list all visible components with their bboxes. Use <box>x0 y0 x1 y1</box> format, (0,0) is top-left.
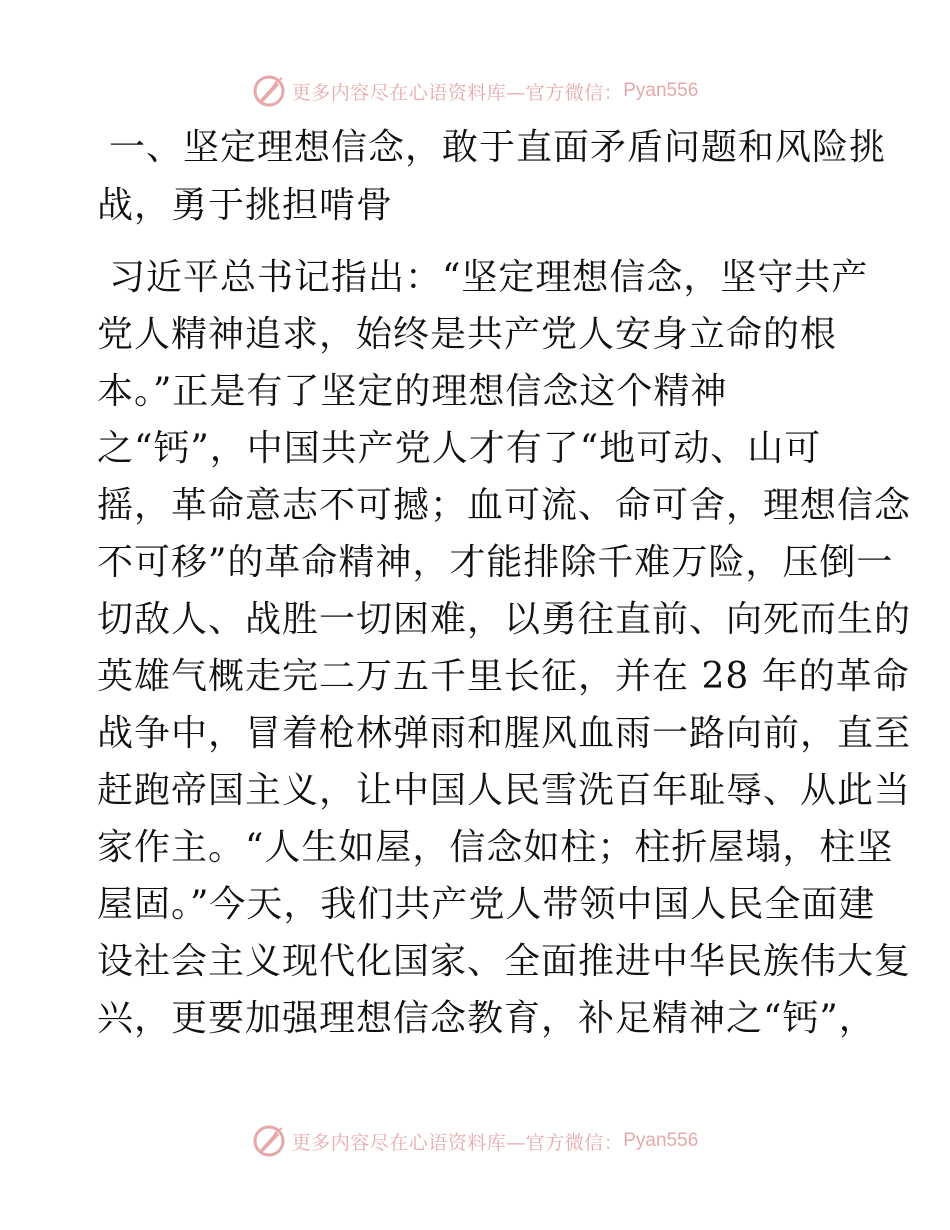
paragraph-line: 之“钙”，中国共产党人才有了“地可动、山可 <box>97 428 822 469</box>
watermark-wechat-id: Pyan556 <box>623 1130 699 1151</box>
paragraph-line: 赶跑帝国主义，让中国人民雪洗百年耻辱、从此当 <box>97 770 912 811</box>
quill-logo-icon <box>252 74 286 108</box>
paragraph-line: 摇，革命意志不可撼；血可流、命可舍，理想信念 <box>97 485 912 526</box>
paragraph-line: 切敌人、战胜一切困难，以勇往直前、向死而生的 <box>97 599 912 640</box>
heading-line: 战，勇于挑担啃骨 <box>97 185 394 226</box>
paragraph-line: 设社会主义现代化国家、全面推进中华民族伟大复 <box>97 941 912 982</box>
quill-logo-icon <box>252 1124 286 1158</box>
paragraph-line: 不可移”的革命精神，才能排除千难万险，压倒一 <box>97 542 894 583</box>
watermark-wechat-id: Pyan556 <box>623 80 699 101</box>
paragraph-line: 兴，更要加强理想信念教育，补足精神之“钙”， <box>97 998 876 1039</box>
watermark-text: 更多内容尽在心语资料库—官方微信： <box>291 1131 624 1154</box>
heading-line: 一、坚定理想信念，敢于直面矛盾问题和风险挑 <box>109 127 887 168</box>
paragraph-line: 党人精神追求，始终是共产党人安身立命的根 <box>97 314 838 355</box>
header-watermark <box>0 71 950 111</box>
paragraph-line: 本。”正是有了坚定的理想信念这个精神 <box>97 371 728 412</box>
paragraph-line: 屋固。”今天，我们共产党人带领中国人民全面建 <box>97 884 876 925</box>
paragraph-line: 家作主。“人生如屋，信念如柱；柱折屋塌，柱坚 <box>97 827 894 868</box>
paragraph-line: 习近平总书记指出：“坚定理想信念，坚守共产 <box>109 257 869 298</box>
paragraph-line: 英雄气概走完二万五千里长征，并在 28 年的革命 <box>97 656 910 697</box>
paragraph-line: 战争中，冒着枪林弹雨和腥风血雨一路向前，直至 <box>97 713 912 754</box>
watermark-text: 更多内容尽在心语资料库—官方微信： <box>291 81 624 104</box>
footer-watermark <box>0 1121 950 1161</box>
